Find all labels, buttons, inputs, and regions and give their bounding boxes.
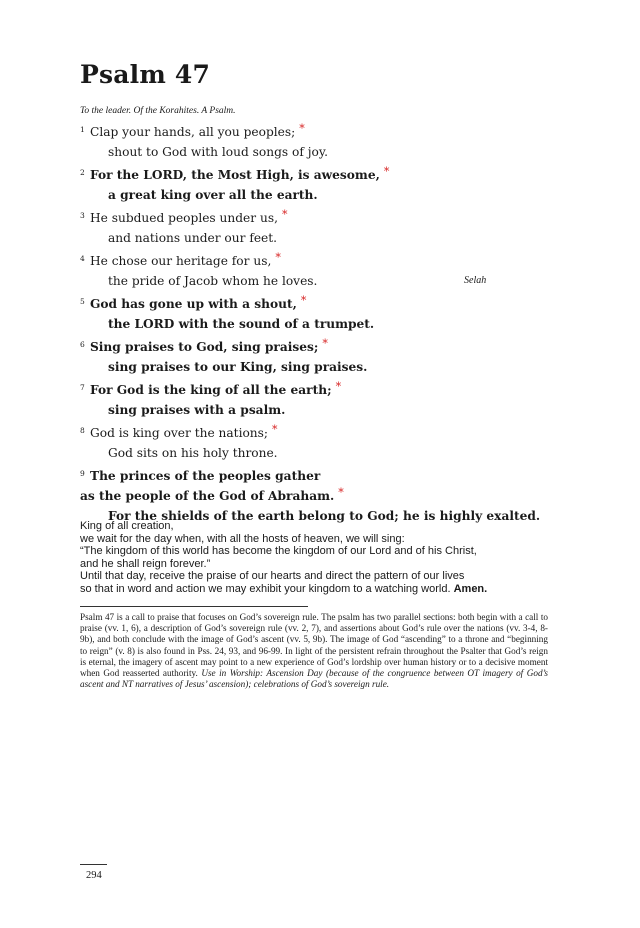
- verse-line: [80, 142, 560, 162]
- verse-line: [80, 314, 560, 334]
- verse: [80, 423, 560, 463]
- footnote-divider: [80, 606, 308, 607]
- verse: [80, 208, 560, 248]
- asterisk-mark: *: [275, 251, 281, 264]
- verse-text: He chose our heritage for us,: [90, 254, 272, 268]
- asterisk-mark: *: [322, 337, 328, 350]
- prayer-line-text: so that in word and action we may exhibit your kingdom to a watching world.: [80, 582, 451, 595]
- verse-text: The princes of the peoples gather: [90, 469, 321, 483]
- verse-text: and nations under our feet.: [108, 231, 278, 245]
- verse: [80, 466, 560, 526]
- superscription: To the leader. Of the Korahites. A Psalm.: [80, 106, 236, 116]
- verse: [80, 165, 560, 205]
- prayer-line: King of all creation,: [80, 520, 174, 532]
- verse-number: 4: [80, 254, 85, 263]
- verse: [80, 294, 560, 334]
- use-in-worship: Use in Worship: Ascension Day (because of the congruence between OT imagery of God’s ascent and NT narratives of Jesus’ ascension); celebrations of God’s sovereign rule.: [80, 668, 549, 690]
- verse-number: 2: [80, 168, 85, 177]
- verse-line: [80, 228, 560, 248]
- asterisk-mark: *: [335, 380, 342, 393]
- prayer-line: Until that day, receive the praise of our hearts and direct the pattern of our lives: [80, 570, 465, 583]
- verse-number: 6: [80, 340, 85, 349]
- verse-text: He subdued peoples under us,: [90, 211, 278, 225]
- verse-line: [80, 122, 560, 142]
- verse-text: the LORD with the sound of a trumpet.: [108, 317, 375, 331]
- asterisk-mark: *: [383, 165, 390, 178]
- verse-line: [80, 423, 560, 443]
- verse: [80, 122, 560, 162]
- verse-text: the pride of Jacob whom he loves.: [108, 274, 318, 288]
- page-title: Psalm 47: [80, 60, 211, 89]
- verse-line: [80, 357, 560, 377]
- verse-line: [80, 443, 560, 463]
- verse-text: a great king over all the earth.: [108, 188, 318, 202]
- verse-text: Sing praises to God, sing praises;: [90, 340, 319, 354]
- prayer-last-line: [80, 583, 560, 596]
- asterisk-mark: *: [281, 208, 288, 221]
- verse-text: sing praises to our King, sing praises.: [108, 360, 368, 374]
- verse-text: For the shields of the earth belong to God; he is highly exalted.: [108, 509, 541, 523]
- verse-line: [80, 486, 560, 506]
- page-number-rule: [80, 864, 107, 865]
- verse-number: 3: [80, 211, 85, 220]
- verse-line: [80, 185, 560, 205]
- page-number: 294: [86, 870, 102, 881]
- asterisk-mark: *: [299, 122, 305, 135]
- verse-number: 5: [80, 297, 85, 306]
- verse-text: God sits on his holy throne.: [108, 446, 278, 460]
- verse-number: 1: [80, 125, 85, 134]
- verse-line: [80, 251, 560, 271]
- verse-line: [80, 208, 560, 228]
- prayer-line: we wait for the day when, with all the hosts of heaven, we will sing:: [80, 532, 405, 545]
- verse-text: shout to God with loud songs of joy.: [108, 145, 328, 159]
- asterisk-mark: *: [300, 294, 307, 307]
- verse-text: as the people of the God of Abraham.: [80, 489, 335, 503]
- psalm-verses: [80, 122, 560, 529]
- asterisk-mark: *: [338, 486, 344, 499]
- note-text: Psalm 47 is a call to praise that focuses on God’s sovereign rule. The psalm has two parallel sections: both begin with a call to praise (vv. 1, 6), a description of God’s sovereign rule (vv. 2, 7), and assertions about God’s rule over the nations (vv. 3-4, 8-9b), and both conclude with the image of God’s ascent (vv. 5, 9b). The image of God “ascending” to a throne and “beginning to reign” (v. 8) is also found in Pss. 24, 93, and 96-99. In light of the persistent refrain throughout the Psalter that God’s reign is eternal, the imagery of ascent may point to a new experience of God’s lordship over human history or to a decisive moment when God reasserted authority.: [80, 612, 548, 679]
- verse: [80, 251, 560, 291]
- verse-line: [80, 165, 560, 185]
- verse: [80, 380, 560, 420]
- verse-number: 8: [80, 426, 85, 435]
- verse-text: Clap your hands, all you peoples;: [90, 125, 296, 139]
- prayer-line: and he shall reign forever.”: [80, 557, 211, 570]
- verse: [80, 337, 560, 377]
- verse-text: For the LORD, the Most High, is awesome,: [90, 168, 380, 182]
- selah-marker: Selah: [464, 275, 487, 286]
- verse-line: [80, 466, 560, 486]
- prayer: [80, 520, 560, 596]
- verse-line: [80, 271, 560, 291]
- verse-line: [80, 337, 560, 357]
- verse-text: For God is the king of all the earth;: [90, 383, 332, 397]
- verse-line: [80, 294, 560, 314]
- prayer-line: “The kingdom of this world has become the kingdom of our Lord and of his Christ,: [80, 545, 477, 558]
- commentary-note: [80, 612, 548, 690]
- asterisk-mark: *: [272, 423, 278, 436]
- verse-line: [80, 400, 560, 420]
- verse-number: 7: [80, 383, 85, 392]
- verse-number: 9: [80, 469, 85, 478]
- verse-text: sing praises with a psalm.: [108, 403, 286, 417]
- verse-line: [80, 380, 560, 400]
- amen: Amen.: [453, 582, 488, 595]
- verse-text: God is king over the nations;: [90, 426, 269, 440]
- verse-text: God has gone up with a shout,: [90, 297, 297, 311]
